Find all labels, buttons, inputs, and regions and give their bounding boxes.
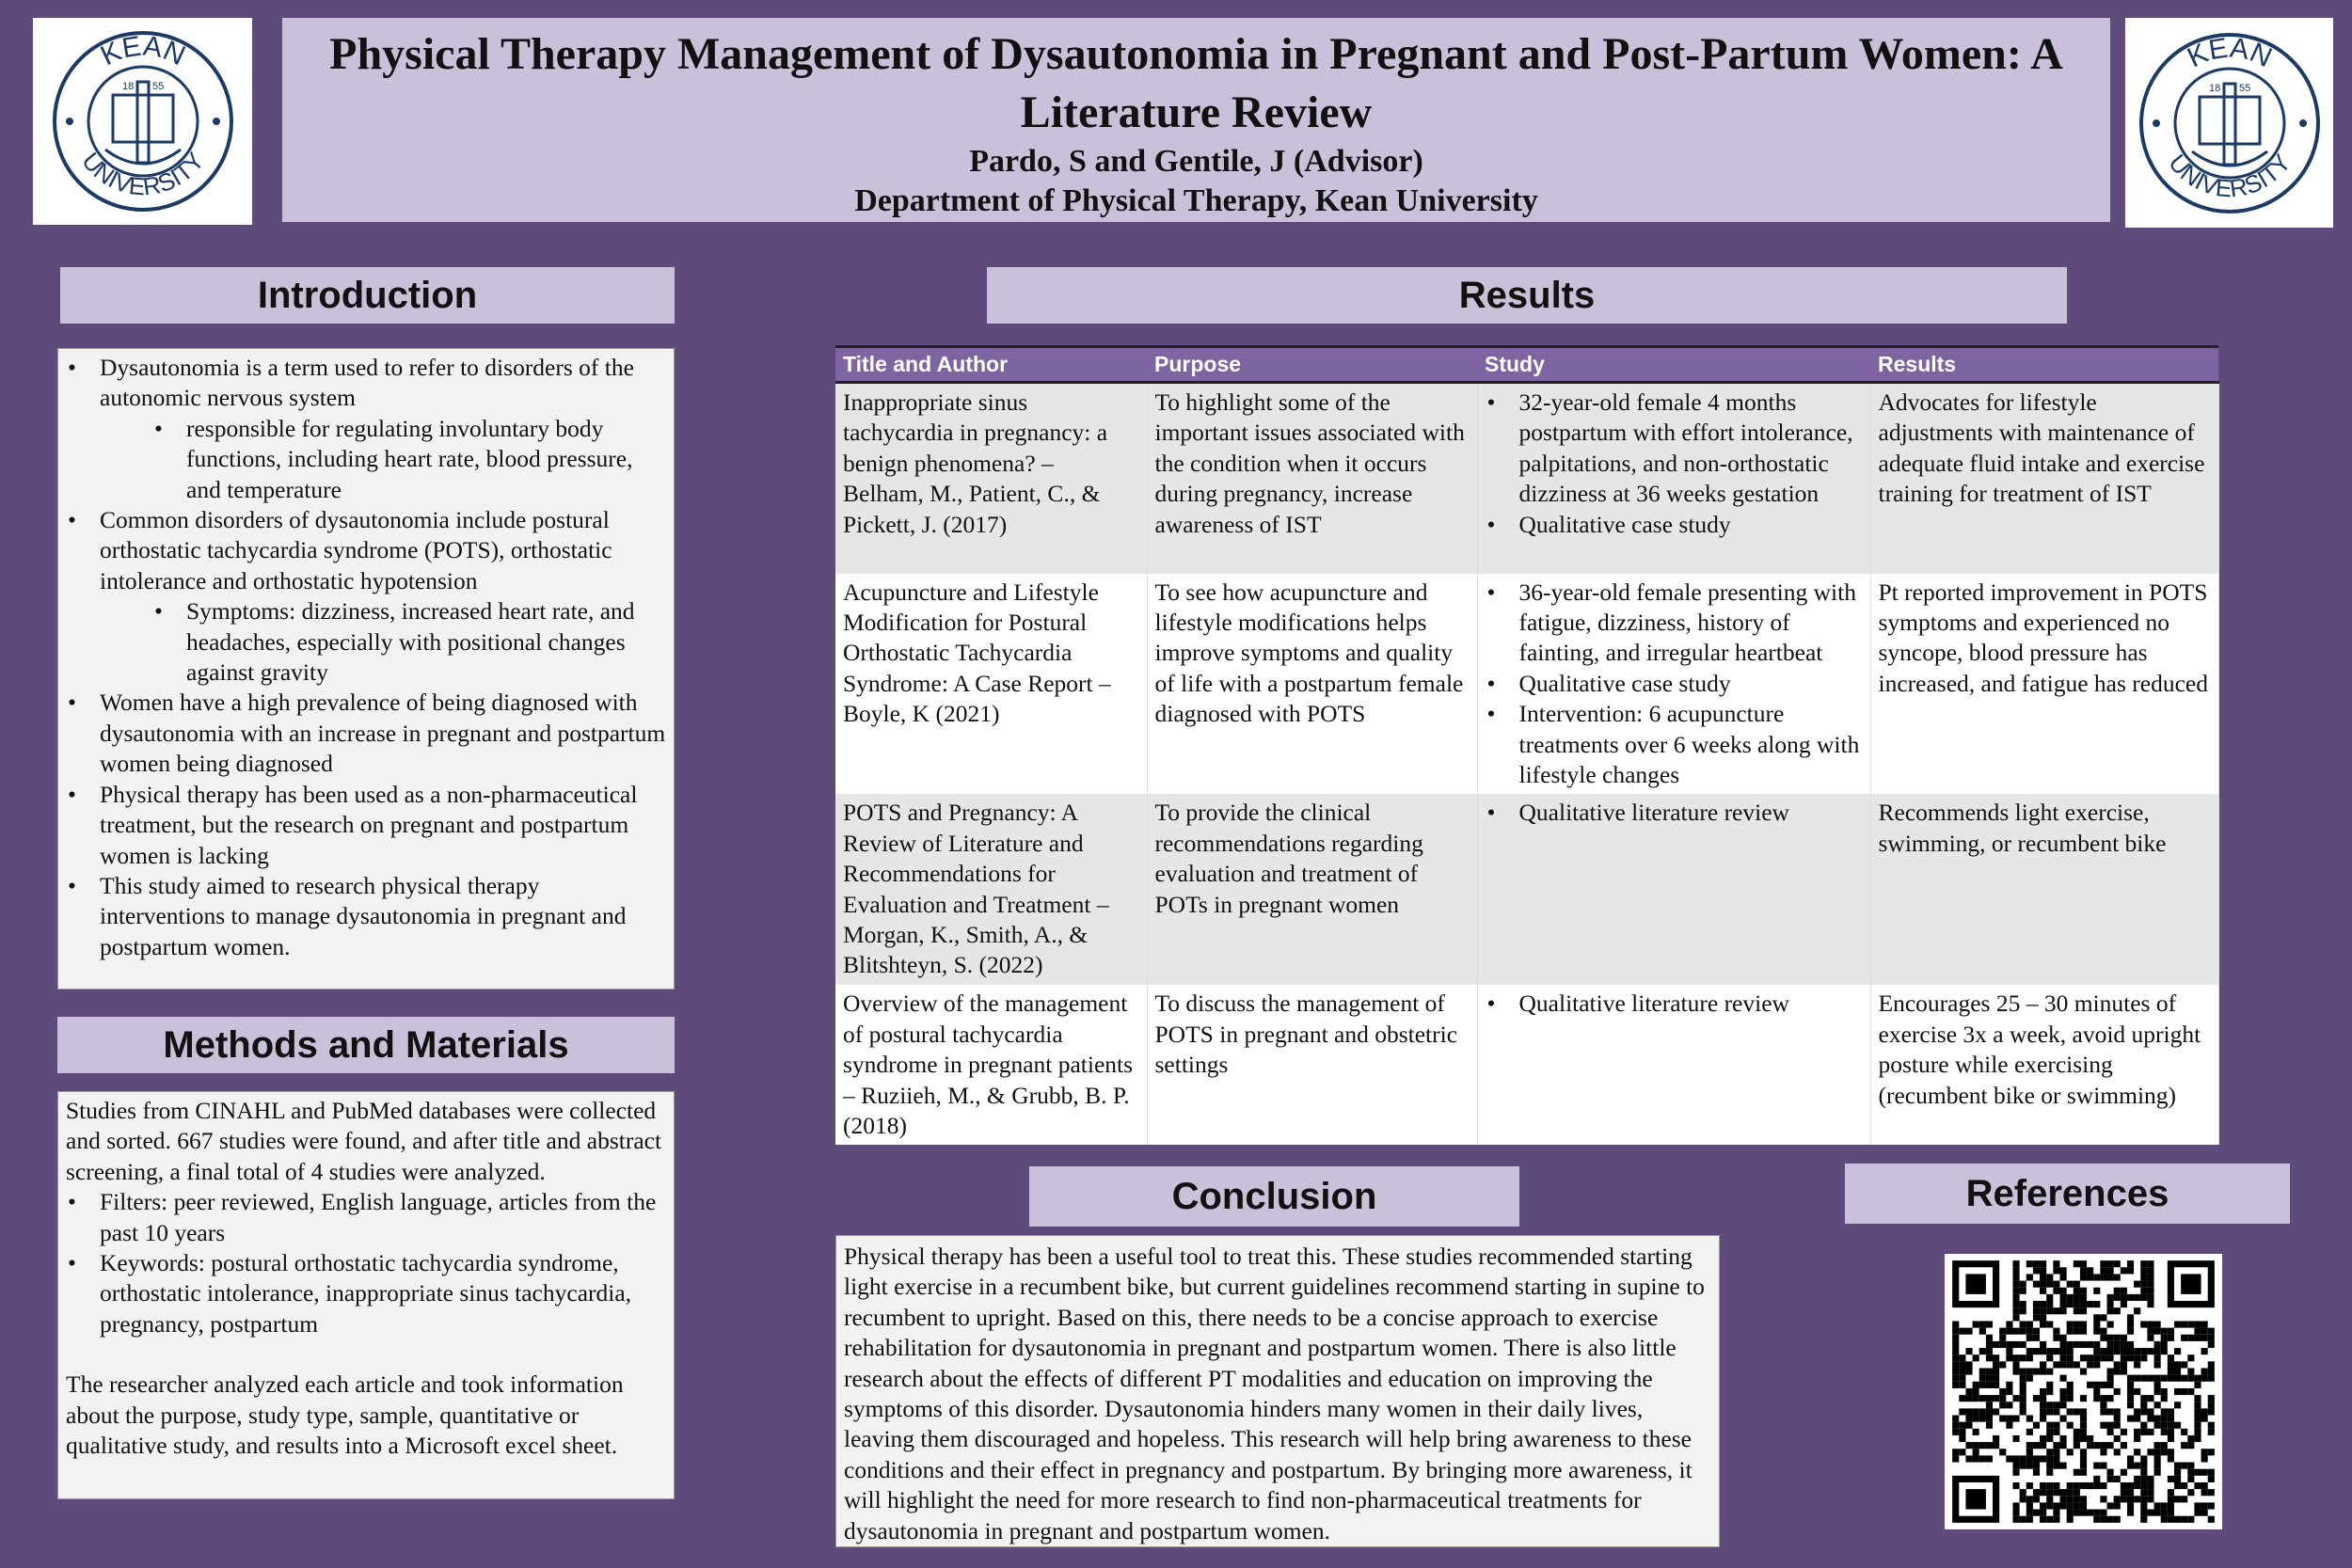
svg-text:55: 55: [151, 81, 164, 92]
methods-bullet: • Keywords: postural orthostatic tachycardia syndrome, orthostatic intolerance, inappropriate sinus tachycardia, pregnancy, postpartum: [66, 1248, 666, 1339]
study-list: [1486, 989, 1863, 1019]
methods-intro: Studies from CINAHL and PubMed databases were collected and sorted. 667 studies were found, and after title and abstract screening, a final total of 4 studies were analyzed.: [66, 1097, 662, 1185]
conclusion-heading: Conclusion: [1029, 1166, 1519, 1227]
cell-title-author: Inappropriate sinus tachycardia in pregnancy: a benign phenomena? – Belham, M., Patient, C., & Pickett, J. (2017): [835, 383, 1147, 574]
methods-outro: The researcher analyzed each article and took information about the purpose, study type, sample, quantitative or qualitative study, and results into a Microsoft excel sheet.: [66, 1370, 624, 1460]
references-heading: References: [1845, 1164, 2290, 1224]
column-header: Purpose: [1147, 347, 1477, 383]
study-bullet: • Qualitative literature review: [1486, 798, 1863, 828]
table-row: [835, 574, 2218, 795]
methods-heading: Methods and Materials: [57, 1017, 675, 1073]
study-list: [1486, 388, 1863, 540]
intro-bullet: • Women have a high prevalence of being diagnosed with dysautonomia with an increase in pregnant and postpartum women being diagnosed: [66, 688, 666, 779]
column-header: Results: [1870, 347, 2218, 383]
table-row: [835, 794, 2218, 985]
study-bullet: • Intervention: 6 acupuncture treatments over 6 weeks along with lifestyle changes: [1486, 699, 1863, 790]
study-bullet: • Qualitative literature review: [1486, 989, 1863, 1019]
cell-study: [1477, 985, 1870, 1145]
intro-sub-bullet: • Symptoms: dizziness, increased heart rate, and headaches, especially with positional changes against gravity: [66, 596, 666, 688]
kean-logo-right: [2125, 18, 2333, 228]
svg-text:18: 18: [121, 81, 134, 92]
cell-title-author: Acupuncture and Lifestyle Modification for Postural Orthostatic Tachycardia Syndrome: A Case Report – Boyle, K (2021): [835, 574, 1147, 795]
introduction-panel: [57, 348, 675, 990]
svg-text:18: 18: [2208, 82, 2220, 94]
poster-header: [282, 18, 2110, 222]
cell-results: Recommends light exercise, swimming, or recumbent bike: [1870, 794, 2218, 985]
svg-text:55: 55: [2238, 82, 2250, 94]
methods-list: [66, 1187, 666, 1339]
references-qr-code[interactable]: [1945, 1254, 2222, 1529]
intro-bullet: • This study aimed to research physical therapy interventions to manage dysautonomia in pregnant and postpartum women.: [66, 871, 666, 962]
kean-seal-icon: [2136, 29, 2324, 217]
intro-bullet: • Common disorders of dysautonomia include postural orthostatic tachycardia syndrome (POTS), orthostatic intolerance and orthostatic hypotension: [66, 505, 666, 596]
introduction-list: [66, 353, 666, 962]
study-bullet: • 36-year-old female presenting with fatigue, dizziness, history of fainting, and irregular heartbeat: [1486, 578, 1863, 669]
cell-title-author: POTS and Pregnancy: A Review of Literature and Recommendations for Evaluation and Treatment – Morgan, K., Smith, A., & Blitshteyn, S. (2022): [835, 794, 1147, 985]
introduction-heading: Introduction: [60, 267, 675, 324]
svg-text:UNIVERSITY: UNIVERSITY: [75, 147, 210, 201]
poster-title: Physical Therapy Management of Dysautonomia in Pregnant and Post-Partum Women: A Literature Review: [329, 29, 2063, 137]
cell-purpose: To highlight some of the important issues associated with the condition when it occurs during pregnancy, increase awareness of IST: [1147, 383, 1477, 574]
methods-panel: [57, 1091, 675, 1499]
column-header: Study: [1477, 347, 1870, 383]
kean-seal-icon: [49, 27, 237, 215]
intro-sub-bullet: • responsible for regulating involuntary body functions, including heart rate, blood pressure, and temperature: [66, 414, 666, 505]
cell-study: [1477, 574, 1870, 795]
intro-bullet: • Physical therapy has been used as a non-pharmaceutical treatment, but the research on pregnant and postpartum women is lacking: [66, 780, 666, 871]
study-list: [1486, 798, 1863, 828]
intro-bullet: • Dysautonomia is a term used to refer to disorders of the autonomic nervous system: [66, 353, 666, 414]
conclusion-text: Physical therapy has been a useful tool to treat this. These studies recommended starting light exercise in a recumbent bike, but current guidelines recommend starting in supine to recumbent to upright. Based on this, there needs to be a concise approach to exercise rehabilitation for dysautonomia in pregnant and postpartum women. There is also little research about the effects of different PT modalities and education on improving the symptoms of this disorder. Dysautonomia hinders many women in their daily lives, leaving them discouraged and hopeless. This research will help bring awareness to these conditions and their effect in pregnancy and postpartum. By bringing more awareness, it will highlight the need for more research to find non-pharmaceutical treatments for dysautonomia in pregnant and postpartum women.: [844, 1243, 1705, 1544]
kean-logo-left: [33, 18, 252, 225]
table-row: [835, 985, 2218, 1145]
qr-code-icon: [1945, 1254, 2222, 1529]
cell-results: Pt reported improvement in POTS symptoms and experienced no syncope, blood pressure has increased, and fatigue has reduced: [1870, 574, 2218, 795]
svg-text:KEAN: KEAN: [2182, 32, 2277, 73]
methods-bullet: • Filters: peer reviewed, English language, articles from the past 10 years: [66, 1187, 666, 1248]
results-heading: Results: [987, 267, 2067, 324]
table-row: [835, 383, 2218, 574]
conclusion-panel: [835, 1235, 1720, 1547]
authors: Pardo, S and Gentile, J (Advisor): [969, 144, 1423, 179]
cell-title-author: Overview of the management of postural tachycardia syndrome in pregnant patients – Ruziieh, M., & Grubb, B. P. (2018): [835, 985, 1147, 1145]
column-header: Title and Author: [835, 347, 1147, 383]
svg-text:UNIVERSITY: UNIVERSITY: [2162, 148, 2296, 202]
study-bullet: • Qualitative case study: [1486, 510, 1863, 540]
results-table: [835, 345, 2219, 1145]
cell-purpose: To provide the clinical recommendations regarding evaluation and treatment of POTs in pregnant women: [1147, 794, 1477, 985]
study-bullet: • 32-year-old female 4 months postpartum with effort intolerance, palpitations, and non-orthostatic dizziness at 36 weeks gestation: [1486, 388, 1863, 510]
cell-study: [1477, 383, 1870, 574]
svg-text:KEAN: KEAN: [95, 30, 190, 72]
cell-purpose: To discuss the management of POTS in pregnant and obstetric settings: [1147, 985, 1477, 1145]
cell-results: Encourages 25 – 30 minutes of exercise 3x a week, avoid upright posture while exercising (recumbent bike or swimming): [1870, 985, 2218, 1145]
cell-purpose: To see how acupuncture and lifestyle modifications helps improve symptoms and quality of life with a postpartum female diagnosed with POTS: [1147, 574, 1477, 795]
cell-study: [1477, 794, 1870, 985]
department: Department of Physical Therapy, Kean University: [854, 183, 1538, 218]
cell-results: Advocates for lifestyle adjustments with maintenance of adequate fluid intake and exercise training for treatment of IST: [1870, 383, 2218, 574]
study-bullet: • Qualitative case study: [1486, 669, 1863, 699]
results-table-container: [835, 345, 2218, 1143]
study-list: [1486, 578, 1863, 791]
